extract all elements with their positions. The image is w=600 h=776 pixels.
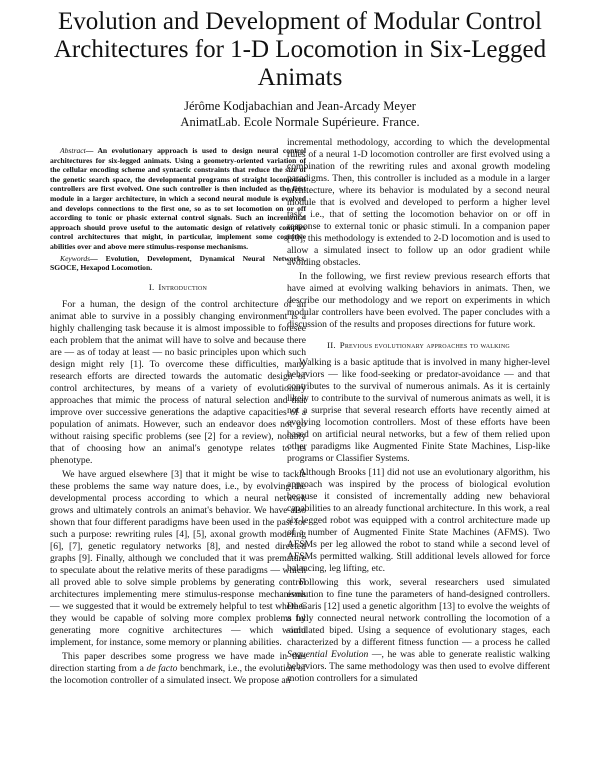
italic-text: Sequential Evolution <box>287 649 369 660</box>
paragraph <box>50 651 306 687</box>
text-run: benchmark, i.e., the evolution of the locomotion controller of a simulated insect. We propose an <box>50 662 306 686</box>
paragraph: Although Brooks [11] did not use an evolutionary algorithm, his approach was inspired by the process of biological evolution because it consisted of incrementally adding new behavioral capabilities to an already functional architecture. In this work, a real six-legged robot was equipped with a control architecture made up of a number of Augmented Finite State Machines (AFMS). Two AFSMs per leg allowed the robot to stand while a second level of AFSMs permitted walking. Still additional levels allowed for force balancing, leg lifting, etc. <box>287 467 550 574</box>
paragraph: In the following, we first review previous research efforts that have aimed at evolving walking behaviors in animats. Then, we describe our methodology and we report on experiments in which modular controllers have been evolved. The paper concludes with a discussion of the results and proposes directions for future work. <box>287 271 550 330</box>
paragraph: Walking is a basic aptitude that is involved in many higher-level behaviors — like food-seeking or predator-avoidance — and that contributes to the survival of numerous animals. As it is certainly likely to contribute to the survival of numerous animats as well, it is not a surprise that several research efforts have recently aimed at evolving locomotion controllers. Most of these efforts have been based on artificial neural networks, but a few of them relied upon other paradigms like Augmented Finite State Machines, Lisp-like programs or Classifier Systems. <box>287 357 550 464</box>
abstract <box>50 146 306 252</box>
authors: Jérôme Kodjabachian and Jean-Arcady Meyer <box>184 99 416 113</box>
title-line: Animats <box>257 64 343 91</box>
affiliation: AnimatLab. Ecole Normale Supérieure. France. <box>180 115 420 129</box>
section-heading-previous-approaches <box>287 339 550 351</box>
title-line: Architectures for 1-D Locomotion in Six-Legged <box>53 36 547 63</box>
keywords-label: Keywords <box>60 253 91 263</box>
section-number: I. <box>148 281 155 292</box>
author-block <box>20 98 580 130</box>
keywords-text: — Evolution, Development, Dynamical Neural Networks, SGOCE, Hexapod Locomotion. <box>50 253 306 273</box>
paragraph <box>287 577 550 685</box>
abstract-text: — An evolutionary approach is used to design neural control architectures for six-legged animats. Using a geometry-oriented variation of the cellular encoding scheme and syntactic constraints that reduce the size of the genetic search space, the developmental programs of straight locomotion controllers are first evolved. One such controller is then included as the first module in a larger architecture, in which a second neural module is evolved and develops connections to the first one, so as to set locomotion on or off according to tonic or phasic external control signals. Such an incremental approach should prove useful to the automatic design of relatively complex control architectures that might, in particular, implement some cognitive abilities over and above mere stimulus-response mechanisms. <box>50 146 306 251</box>
section-heading-introduction <box>50 281 306 293</box>
title-line: Evolution and Development of Modular Control <box>58 8 542 35</box>
text-run: —, he was able to generate realistic walking behaviors. The same methodology was then used to evolve different motion controllers for a simulated <box>287 649 550 684</box>
text-run: Following this work, several researchers used simulated evolution to fine tune the parameters of hand-designed controllers. De Garis [12] used a genetic algorithm [13] to evolve the weights of a fully connected neural network controlling the locomotion of a simulated biped. Using a sequence of evolutionary stages, each characterized by a different fitness function — a process he called <box>287 577 550 648</box>
paragraph: We have argued elsewhere [3] that it might be wise to tackle these problems the same way nature does, i.e., by evolving the developmental process according to which a neural network grows and ultimately controls an animat's behavior. We have also shown that four different paradigms have been used in the past for such a purpose: rewriting rules [4], [5], axonal growth modeling [6], [7], genetic regulatory networks [8], and nested directed graphs [9]. Finally, although we concluded that it was premature to speculate about the relative merits of these paradigms — which all proved able to solve simple problems by generating control architectures implementing mere stimulus-response mechanisms — we suggested that it would be extremely helpful to test whether they would be capable of solving more complex problems by generating more cognitive architectures — which would implement, for instance, some memory or planning abilities. <box>50 468 306 648</box>
section-title: Previous evolutionary approaches to walking <box>339 340 510 350</box>
right-column <box>287 137 550 685</box>
abstract-label: Abstract <box>60 146 86 155</box>
text-run: This paper describes some progress we have made in this direction starting from a <box>50 650 306 674</box>
section-title: Introduction <box>158 281 208 292</box>
keywords <box>50 254 306 273</box>
left-column <box>50 146 306 687</box>
italic-text: de facto <box>146 662 178 674</box>
section-number: II. <box>327 340 336 350</box>
paragraph: incremental methodology, according to which the developmental rules of a neural 1-D locomotion controller are first evolved using a combination of the rewriting rules and axonal growth modeling paradigms. Then, this controller is included as a module in a larger architecture, where its behavior is modulated by a second neural module that is evolved and developed to perform a higher level task, i.e., that of setting the locomotion behavior on or off in response to external tonic or phasic stimuli. In a companion paper [10], this methodology is extended to 2-D locomotion and is used to allow a simulated insect to follow up an odor gradient while avoiding obstacles. <box>287 137 550 268</box>
paper-title <box>20 8 580 92</box>
paragraph: For a human, the design of the control architecture of an animat able to survive in a possibly changing environment is a highly challenging task because it is almost impossible to foresee each problem that the animat will have to solve and because there are — as of today at least — no basic principles upon which such design might rely [1]. To overcome these difficulties, many research efforts are directed towards the automatic design of control architectures, by means of a variety of evolutionary approaches that mimic the process of natural selection and that improve over successive generations the adaptive capacities of a population of animats. However, such an endeavor does not go without raising specific problems (see [2] for a review), notably that of choosing how an animal's genotype relates to its phenotype. <box>50 298 306 466</box>
